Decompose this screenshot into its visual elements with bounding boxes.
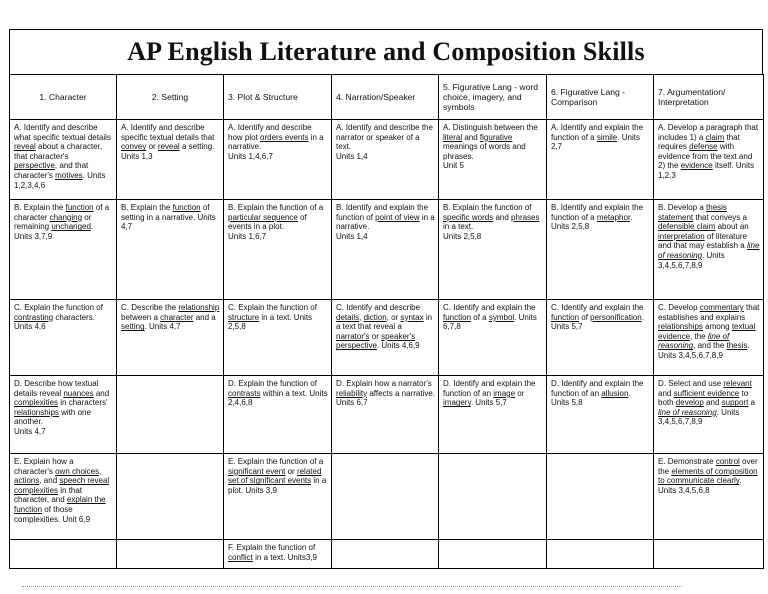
skills-table [9, 74, 764, 569]
page-title: AP English Literature and Composition Skills [9, 29, 763, 74]
header-figurative-comparison: 6. Figurative Lang - Comparison [547, 75, 654, 120]
skill-cell: D. Identify and explain the function of an image or imagery. Units 5,7 [439, 376, 547, 454]
table-row [10, 454, 764, 540]
skill-cell: E. Explain how a character's own choices, actions, and speech reveal complexities in that character, and explain the function of those complexities. Unit 6,9 [10, 454, 117, 540]
skill-cell: C. Explain the function of structure in a text. Units 2,5,8 [224, 300, 332, 376]
footer-rule [22, 586, 682, 589]
header-row [10, 75, 764, 120]
skill-cell [439, 454, 547, 540]
skill-cell [117, 540, 224, 569]
skill-cell [332, 454, 439, 540]
skill-cell: B. Explain the function of specific words and phrases in a text. Units 2,5,8 [439, 200, 547, 300]
skill-cell: B. Explain the function of a particular sequence of events in a plot. Units 1,6,7 [224, 200, 332, 300]
header-argumentation: 7. Argumentation/ Interpretation [654, 75, 764, 120]
skill-cell: A. Identify and describe how plot orders events in a narrative. Units 1,4,6,7 [224, 120, 332, 200]
skill-cell: A. Identify and describe what specific textual details reveal about a character, that character's perspective, and that character's motives. Units 1,2,3,4,6 [10, 120, 117, 200]
table-row [10, 540, 764, 569]
skill-cell [439, 540, 547, 569]
skill-cell: B. Explain the function of setting in a narrative. Units 4,7 [117, 200, 224, 300]
skill-cell: E. Explain the function of a significant event or related set of significant events in a plot. Units 3,9 [224, 454, 332, 540]
table-row [10, 200, 764, 300]
skill-cell: C. Explain the function of contrasting characters. Units 4,6 [10, 300, 117, 376]
skill-cell: D. Explain the function of contrasts within a text. Units 2,4,6,8 [224, 376, 332, 454]
table-row [10, 376, 764, 454]
skill-cell: C. Identify and describe details, diction, or syntax in a text that reveal a narrator's or speaker's perspective. Units 4,6,9 [332, 300, 439, 376]
header-narration-speaker: 4. Narration/Speaker [332, 75, 439, 120]
skill-cell: E. Demonstrate control over the elements of composition to communicate clearly. Units 3,4,5,6,8 [654, 454, 764, 540]
skill-cell: C. Identify and explain the function of a symbol. Units 6,7,8 [439, 300, 547, 376]
skill-cell [654, 540, 764, 569]
skills-sheet [9, 29, 763, 569]
skill-cell: A. Identify and describe the narrator or speaker of a text. Units 1,4 [332, 120, 439, 200]
skill-cell: B. Explain the function of a character changing or remaining unchanged. Units 3,7,9 [10, 200, 117, 300]
skill-cell [10, 540, 117, 569]
skill-cell [117, 376, 224, 454]
skill-cell: D. Identify and explain the function of an allusion. Units 5,8 [547, 376, 654, 454]
header-plot-structure: 3. Plot & Structure [224, 75, 332, 120]
skill-cell: B. Identify and explain the function of point of view in a narrative. Units 1,4 [332, 200, 439, 300]
header-setting: 2. Setting [117, 75, 224, 120]
skill-cell: F. Explain the function of conflict in a text. Units3,9 [224, 540, 332, 569]
skill-cell: C. Describe the relationship between a character and a setting. Units 4,7 [117, 300, 224, 376]
skill-cell: B. Identify and explain the function of a metaphor. Units 2,5,8 [547, 200, 654, 300]
skill-cell: A. Identify and explain the function of a simile. Units 2,7 [547, 120, 654, 200]
skill-cell [547, 454, 654, 540]
header-character: 1. Character [10, 75, 117, 120]
skill-cell: A. Distinguish between the literal and figurative meanings of words and phrases. Unit 5 [439, 120, 547, 200]
skill-cell: A. Develop a paragraph that includes 1) a claim that requires defense with evidence from the text and 2) the evidence itself. Units 1,2,3 [654, 120, 764, 200]
skill-cell: D. Describe how textual details reveal nuances and complexities in characters' relationships with one another. Units 4,7 [10, 376, 117, 454]
skill-cell: D. Select and use relevant and sufficient evidence to both develop and support a line of reasoning. Units 3,4,5,6,7,8,9 [654, 376, 764, 454]
skill-cell [332, 540, 439, 569]
header-figurative-word-choice: 5. Figurative Lang - word choice, imagery, and symbols [439, 75, 547, 120]
skill-cell: C. Develop commentary that establishes and explains relationships among textual evidence, the line of reasoning, and the thesis. Units 3,4,5,6,7,8,9 [654, 300, 764, 376]
skill-cell: B. Develop a thesis statement that conveys a defensible claim about an interpretation of literature and that may establish a line of reasoning. Units 3,4,5,6,7,8,9 [654, 200, 764, 300]
skill-cell [117, 454, 224, 540]
skill-cell [547, 540, 654, 569]
skill-cell: C. Identify and explain the function of personification. Units 5,7 [547, 300, 654, 376]
skill-cell: D. Explain how a narrator's reliability affects a narrative. Units 6,7 [332, 376, 439, 454]
table-row [10, 120, 764, 200]
skill-cell: A. Identify and describe specific textual details that convey or reveal a setting. Units 1,3 [117, 120, 224, 200]
table-row [10, 300, 764, 376]
